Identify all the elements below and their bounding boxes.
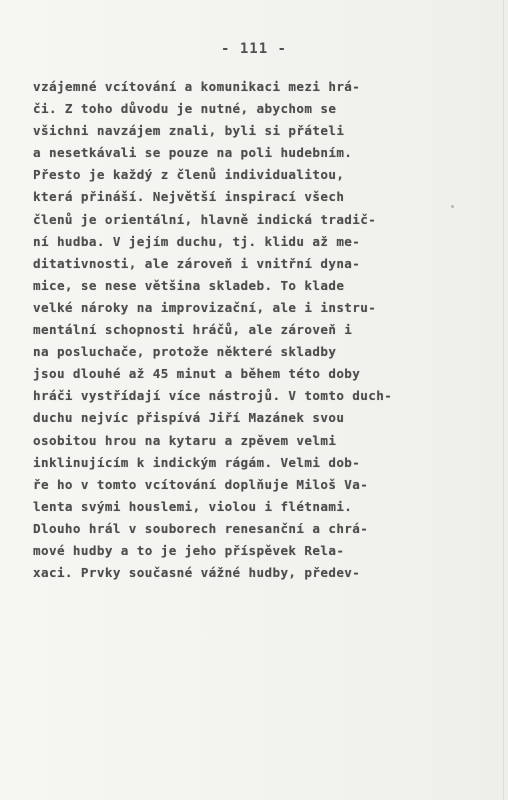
text-line: ře ho v tomto vcítování doplňuje Miloš Va- <box>33 476 369 492</box>
page-number: - 111 - <box>220 41 287 57</box>
text-line: či. Z toho důvodu je nutné, abychom se <box>33 101 337 117</box>
text-line: xaci. Prvky současné vážné hudby, předev- <box>33 565 361 581</box>
body-text <box>33 76 493 584</box>
text-line: osobitou hrou na kytaru a zpěvem velmi <box>33 432 337 448</box>
text-line: Dlouho hrál v souborech renesanční a chrá- <box>33 520 369 536</box>
text-line: duchu nejvíc přispívá Jiří Mazánek svou <box>33 410 345 426</box>
text-line: mové hudby a to je jeho příspěvek Rela- <box>33 542 345 558</box>
text-line: vzájemné vcítování a komunikaci mezi hrá- <box>33 79 361 94</box>
text-line: Přesto je každý z členů individualitou, <box>33 167 345 183</box>
text-line: všichni navzájem znali, byli si přáteli <box>33 123 345 139</box>
paper-speck <box>451 205 454 208</box>
text-line: mice, se nese většina skladeb. To klade <box>33 277 345 293</box>
page-edge <box>503 0 504 800</box>
text-line: která přináší. Největší inspirací všech <box>33 189 345 205</box>
text-line: jsou dlouhé až 45 minut a během této doby <box>33 366 361 382</box>
text-line: ditativnosti, ale zároveň i vnitřní dyna- <box>33 255 361 271</box>
text-line: velké nároky na improvizační, ale i instru- <box>33 299 377 315</box>
text-line: členů je orientální, hlavně indická tradič- <box>33 211 377 227</box>
text-line: hráči vystřídají více nástrojů. V tomto duch- <box>33 388 393 404</box>
text-line: lenta svými houslemi, violou i flétnami. <box>33 498 353 514</box>
text-line: inklinujícím k indickým rágám. Velmi dob- <box>33 454 361 470</box>
text-line: mentální schopnosti hráčů, ale zároveň i <box>33 322 353 338</box>
text-line: a nesetkávali se pouze na poli hudebním. <box>33 145 353 161</box>
text-line: na posluchače, protože některé skladby <box>33 344 337 360</box>
text-line: ní hudba. V jejím duchu, tj. klidu až me- <box>33 233 361 249</box>
